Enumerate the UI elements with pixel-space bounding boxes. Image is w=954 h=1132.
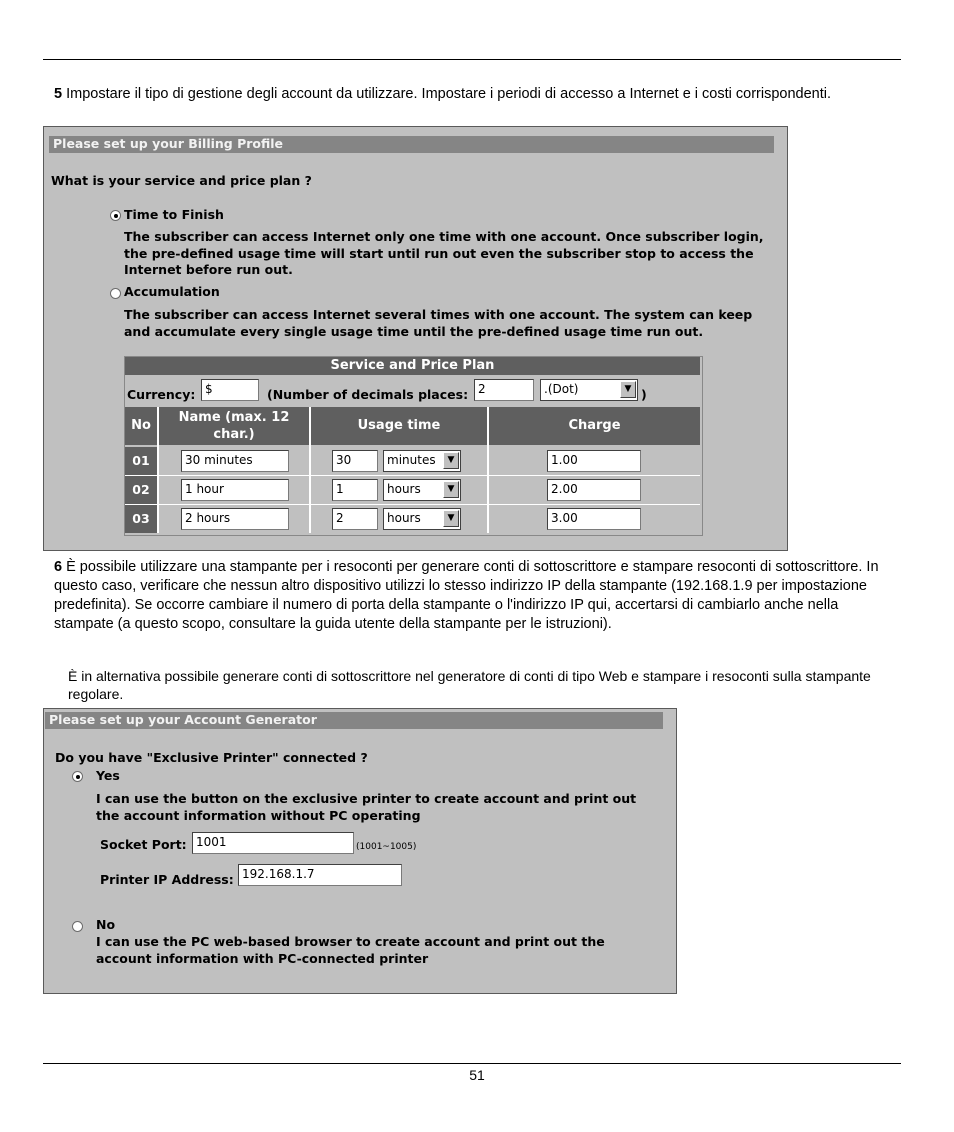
socket-port-label: Socket Port: [100,837,187,852]
accumulation-radio[interactable] [110,288,121,299]
socket-port-input[interactable]: 1001 [192,832,354,854]
decimal-separator-select[interactable] [540,379,638,401]
column-separator [487,407,489,533]
top-rule [43,59,901,60]
row-no: 03 [125,505,157,533]
chevron-down-icon: ▼ [443,452,459,469]
row-separator [125,475,700,476]
socket-port-hint: (1001~1005) [356,842,417,852]
no-description: I can use the PC web-based browser to create account and print out the account information with PC-connected printer [96,934,605,966]
row-charge-input[interactable]: 3.00 [547,508,641,530]
plan-title: Service and Price Plan [125,357,700,375]
service-price-plan [124,356,703,536]
chevron-down-icon: ▼ [443,481,459,498]
col-header-usage: Usage time [311,407,487,445]
step-6-number: 6 [54,559,63,575]
close-paren: ) [641,387,647,402]
generator-panel-title: Please set up your Account Generator [45,712,663,729]
time-to-finish-description: The subscriber can access Internet only one time with one account. Once subscriber login, the pre-defined usage time will start until run out even the subscriber stop to access the Internet before run out. [124,229,764,277]
yes-radio[interactable] [72,771,83,782]
billing-question: What is your service and price plan ? [51,173,312,188]
row-no: 01 [125,447,157,475]
row-unit-select[interactable] [383,508,461,530]
col-header-charge: Charge [489,407,700,445]
row-name-input[interactable]: 2 hours [181,508,289,530]
page-number: 51 [469,1067,485,1083]
no-label: No [96,917,116,932]
billing-profile-panel [43,126,788,551]
row-unit-value: hours [387,482,421,496]
chevron-down-icon: ▼ [443,510,459,527]
time-to-finish-radio[interactable] [110,210,121,221]
row-time-input[interactable]: 1 [332,479,378,501]
row-name-input[interactable]: 30 minutes [181,450,289,472]
step-6-text: È possibile utilizzare una stampante per i resoconti per generare conti di sottoscrittore e stampare resoconti di sottoscrittore. In questo caso, verificare che nessun altro dispositivo utilizzi lo stesso indirizzo IP della stampante (192.168.1.9 per impostazione predefinita). Se occorre cambiare il numero di porta della stampante o l'indirizzo IP qui, accertarsi di cambiarlo anche nella stampate (a questo scopo, consultare la guida utente della stampante per le istruzioni). [54,559,879,632]
account-generator-panel [43,708,677,994]
separator-value: .(Dot) [544,382,579,396]
row-no: 02 [125,476,157,504]
currency-input[interactable]: $ [201,379,259,401]
row-unit-value: hours [387,511,421,525]
col-header-name: Name (max. 12 char.) [159,407,309,445]
time-to-finish-label: Time to Finish [124,207,224,222]
currency-label: Currency: [127,387,196,402]
accumulation-label: Accumulation [124,284,220,299]
step-6-paragraph [54,558,899,634]
accumulation-description: The subscriber can access Internet several times with one account. The system can keep and accumulate every single usage time until the pre-defined usage time run out. [124,307,753,339]
step-5-text: Impostare il tipo di gestione degli account da utilizzare. Impostare i periodi di accesso a Internet e i costi corrispondenti. [66,86,831,102]
decimals-input[interactable]: 2 [474,379,534,401]
row-unit-select[interactable] [383,450,461,472]
bottom-rule [43,1063,901,1064]
step-5-paragraph [54,85,899,104]
row-charge-input[interactable]: 1.00 [547,450,641,472]
col-header-no: No [125,407,157,445]
row-time-input[interactable]: 2 [332,508,378,530]
row-charge-input[interactable]: 2.00 [547,479,641,501]
printer-ip-label: Printer IP Address: [100,872,234,887]
yes-description: I can use the button on the exclusive printer to create account and print out the account information without PC operating [96,791,637,823]
row-time-input[interactable]: 30 [332,450,378,472]
row-unit-select[interactable] [383,479,461,501]
generator-question: Do you have "Exclusive Printer" connected ? [55,750,368,765]
chevron-down-icon: ▼ [620,381,636,398]
column-separator [309,407,311,533]
row-separator [125,504,700,505]
yes-label: Yes [96,768,120,783]
row-name-input[interactable]: 1 hour [181,479,289,501]
row-unit-value: minutes [387,453,436,467]
step-5-number: 5 [54,86,63,102]
no-radio[interactable] [72,921,83,932]
printer-ip-input[interactable]: 192.168.1.7 [238,864,402,886]
billing-panel-title: Please set up your Billing Profile [49,136,774,153]
step-6-paragraph-2: È in alternativa possibile generare conti di sottoscrittore nel generatore di conti di tipo Web e stampare i resoconti sulla stampante regolare. [68,668,871,702]
column-separator [157,407,159,533]
decimals-label: (Number of decimals places: [267,387,469,402]
